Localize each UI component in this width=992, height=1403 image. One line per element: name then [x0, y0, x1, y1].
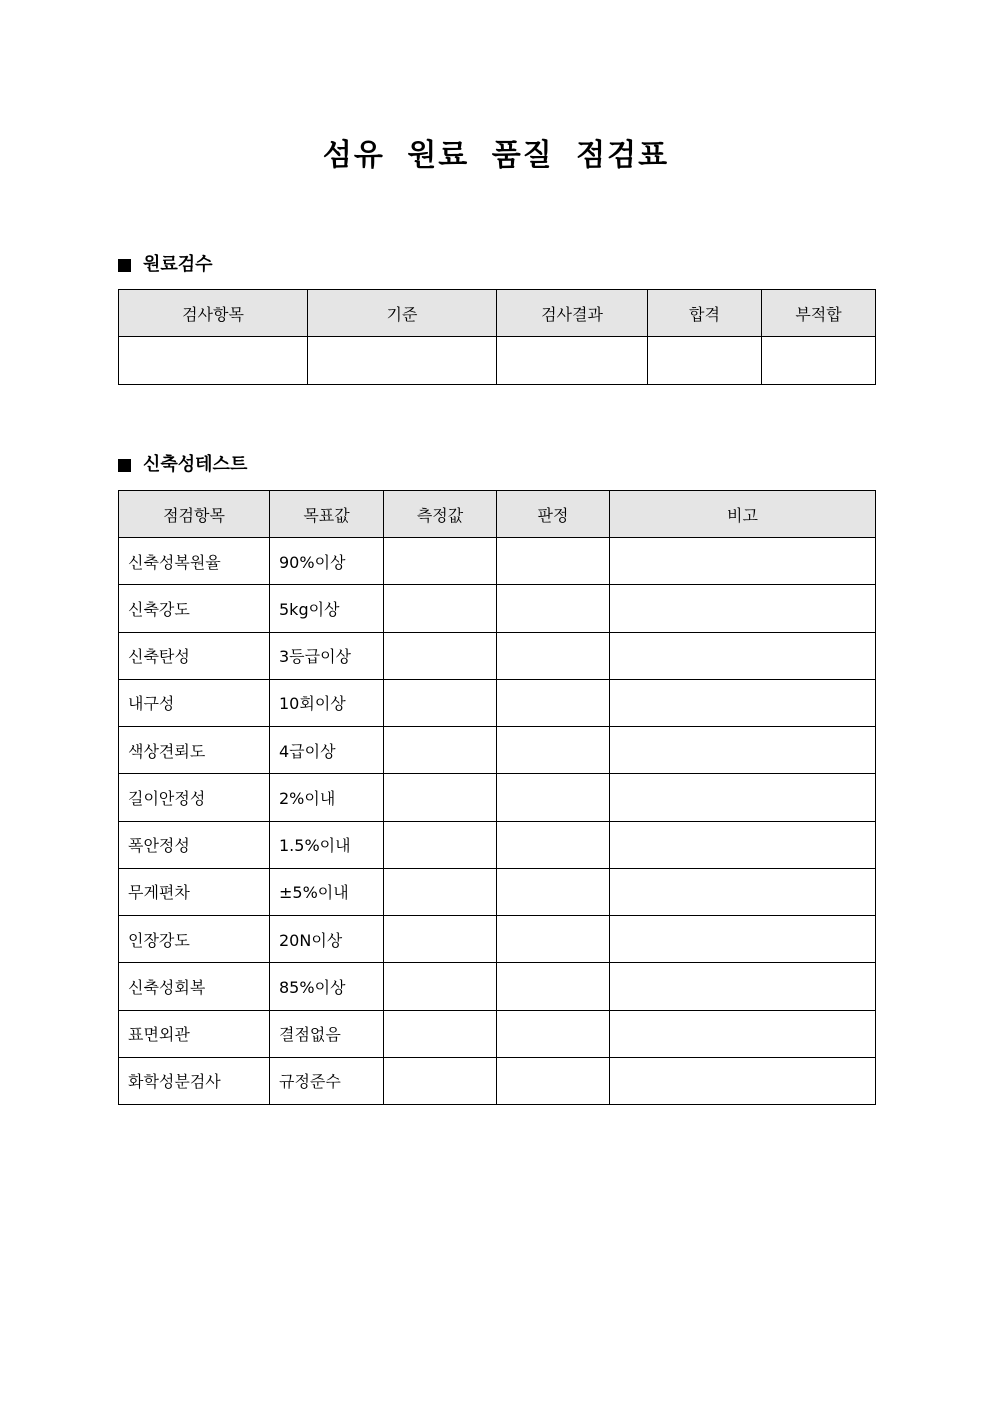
- cell-target-value: 3등급이상: [270, 632, 384, 679]
- square-bullet-icon: [118, 259, 131, 272]
- cell-judgement[interactable]: [497, 963, 610, 1010]
- cell-standard[interactable]: [308, 337, 497, 385]
- cell-judgement[interactable]: [497, 1010, 610, 1057]
- cell-judgement[interactable]: [497, 1057, 610, 1104]
- cell-measured-value[interactable]: [384, 963, 497, 1010]
- table-header-row: [119, 290, 876, 337]
- cell-check-item: 무게편차: [119, 868, 270, 915]
- table-row: [119, 963, 876, 1010]
- cell-measured-value[interactable]: [384, 1057, 497, 1104]
- cell-remarks[interactable]: [610, 774, 876, 821]
- cell-target-value: 2%이내: [270, 774, 384, 821]
- header-remarks: 비고: [610, 491, 876, 538]
- cell-judgement[interactable]: [497, 585, 610, 632]
- header-pass: 합격: [648, 290, 762, 337]
- cell-measured-value[interactable]: [384, 821, 497, 868]
- cell-target-value: 결점없음: [270, 1010, 384, 1057]
- table-row: [119, 916, 876, 963]
- cell-measured-value[interactable]: [384, 727, 497, 774]
- cell-remarks[interactable]: [610, 963, 876, 1010]
- table-row: [119, 868, 876, 915]
- cell-judgement[interactable]: [497, 868, 610, 915]
- table-row: [119, 1057, 876, 1104]
- cell-measured-value[interactable]: [384, 916, 497, 963]
- cell-check-item: 내구성: [119, 679, 270, 726]
- header-check-item: 점검항목: [119, 491, 270, 538]
- cell-target-value: 85%이상: [270, 963, 384, 1010]
- cell-remarks[interactable]: [610, 916, 876, 963]
- cell-check-item: 신축성회복: [119, 963, 270, 1010]
- cell-remarks[interactable]: [610, 821, 876, 868]
- cell-inspection-item[interactable]: [119, 337, 308, 385]
- cell-check-item: 신축성복원율: [119, 538, 270, 585]
- cell-target-value: 5kg이상: [270, 585, 384, 632]
- page-title: 섬유 원료 품질 점검표: [322, 138, 670, 173]
- section-heading-stretch-test: [118, 453, 247, 477]
- cell-target-value: 1.5%이내: [270, 821, 384, 868]
- cell-remarks[interactable]: [610, 868, 876, 915]
- cell-remarks[interactable]: [610, 585, 876, 632]
- cell-measured-value[interactable]: [384, 679, 497, 726]
- cell-judgement[interactable]: [497, 632, 610, 679]
- header-judgement: 판정: [497, 491, 610, 538]
- cell-measured-value[interactable]: [384, 632, 497, 679]
- table-row: [119, 585, 876, 632]
- stretch-test-table: [118, 490, 876, 1105]
- cell-check-item: 신축탄성: [119, 632, 270, 679]
- cell-target-value: 규정준수: [270, 1057, 384, 1104]
- section-heading-raw-inspection: [118, 253, 213, 277]
- cell-measured-value[interactable]: [384, 538, 497, 585]
- cell-target-value: 10회이상: [270, 679, 384, 726]
- table-row: [119, 774, 876, 821]
- cell-target-value: 90%이상: [270, 538, 384, 585]
- cell-check-item: 표면외관: [119, 1010, 270, 1057]
- table-row: [119, 1010, 876, 1057]
- table-row: [119, 538, 876, 585]
- header-standard: 기준: [308, 290, 497, 337]
- table-row: [119, 727, 876, 774]
- cell-judgement[interactable]: [497, 774, 610, 821]
- section-heading-label: 신축성테스트: [143, 454, 248, 475]
- cell-remarks[interactable]: [610, 632, 876, 679]
- cell-judgement[interactable]: [497, 916, 610, 963]
- cell-measured-value[interactable]: [384, 585, 497, 632]
- cell-remarks[interactable]: [610, 1010, 876, 1057]
- cell-target-value: 20N이상: [270, 916, 384, 963]
- table-row: [119, 337, 876, 385]
- table-header-row: [119, 491, 876, 538]
- cell-remarks[interactable]: [610, 679, 876, 726]
- cell-check-item: 폭안정성: [119, 821, 270, 868]
- header-target-value: 목표값: [270, 491, 384, 538]
- square-bullet-icon: [118, 459, 131, 472]
- cell-check-item: 신축강도: [119, 585, 270, 632]
- header-measured-value: 측정값: [384, 491, 497, 538]
- cell-remarks[interactable]: [610, 727, 876, 774]
- cell-fail[interactable]: [762, 337, 876, 385]
- table-row: [119, 679, 876, 726]
- section-heading-label: 원료검수: [143, 254, 213, 275]
- cell-judgement[interactable]: [497, 821, 610, 868]
- cell-remarks[interactable]: [610, 538, 876, 585]
- cell-check-item: 길이안정성: [119, 774, 270, 821]
- cell-check-item: 색상견뢰도: [119, 727, 270, 774]
- cell-measured-value[interactable]: [384, 1010, 497, 1057]
- raw-inspection-table: [118, 289, 876, 385]
- cell-check-item: 화학성분검사: [119, 1057, 270, 1104]
- header-inspection-item: 검사항목: [119, 290, 308, 337]
- cell-target-value: ±5%이내: [270, 868, 384, 915]
- table-row: [119, 632, 876, 679]
- cell-check-item: 인장강도: [119, 916, 270, 963]
- cell-target-value: 4급이상: [270, 727, 384, 774]
- cell-judgement[interactable]: [497, 727, 610, 774]
- cell-measured-value[interactable]: [384, 774, 497, 821]
- cell-judgement[interactable]: [497, 538, 610, 585]
- cell-remarks[interactable]: [610, 1057, 876, 1104]
- table-row: [119, 821, 876, 868]
- header-fail: 부적합: [762, 290, 876, 337]
- cell-pass[interactable]: [648, 337, 762, 385]
- cell-judgement[interactable]: [497, 679, 610, 726]
- cell-measured-value[interactable]: [384, 868, 497, 915]
- cell-inspection-result[interactable]: [497, 337, 648, 385]
- header-inspection-result: 검사결과: [497, 290, 648, 337]
